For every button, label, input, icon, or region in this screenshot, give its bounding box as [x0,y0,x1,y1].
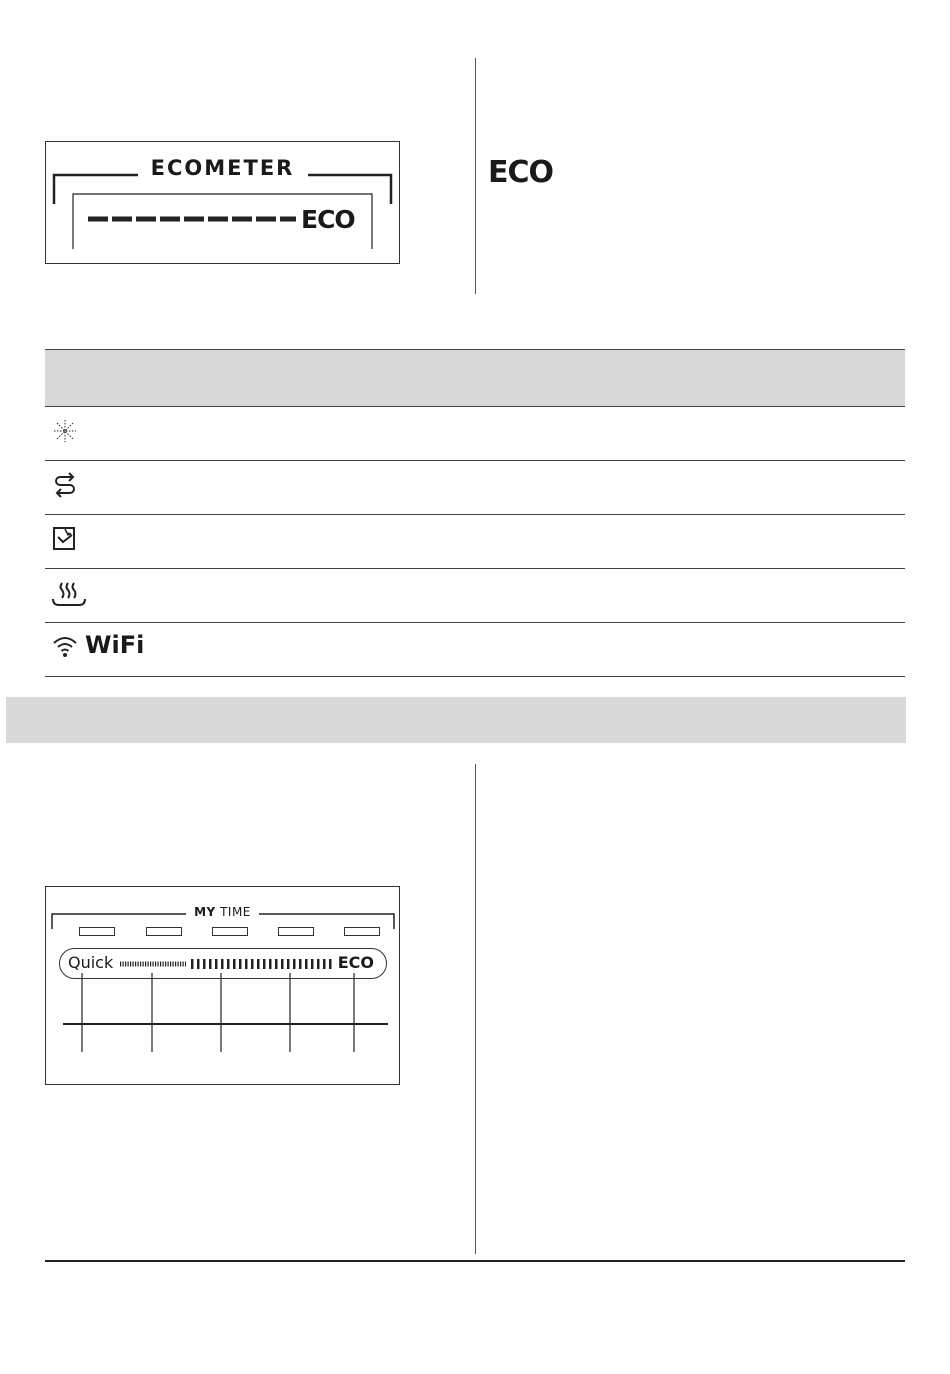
mytime-title-rest: TIME [220,905,251,919]
mytime-display-illustration [45,886,400,1085]
table-row [45,407,905,461]
mytime-slot [278,927,314,936]
mytime-slot [146,927,182,936]
mytime-slot [212,927,248,936]
callout-lines [63,973,388,1052]
table-row [45,623,905,677]
quick-label: Quick [68,953,114,972]
slider-ticks [118,958,338,970]
dish-sparkle-icon [51,525,79,557]
table-row [45,515,905,569]
ecometer-eco-label: ECO [301,205,355,234]
eco-symbol: ECO [488,155,554,190]
column-divider-top [475,58,476,294]
mytime-slot [344,927,380,936]
mytime-title [46,905,399,919]
mytime-slot [79,927,115,936]
ecometer-title: ECOMETER [150,156,295,180]
indicator-table [45,349,905,677]
sparkle-icon [51,417,79,449]
cycle-arrows-icon [51,471,79,503]
page-bottom-rule [45,1260,905,1262]
section-header-band [6,697,906,743]
column-divider-bottom [475,764,476,1254]
eco-label: ECO [337,953,374,972]
table-row [45,461,905,515]
mytime-slider-bar [59,948,387,979]
wifi-icon [51,633,79,665]
table-row [45,569,905,623]
steam-icon [51,579,87,613]
mytime-title-bold: MY [194,905,216,919]
table-header [45,349,905,407]
wifi-label: WiFi [85,631,145,659]
ecometer-display-illustration [45,141,400,264]
